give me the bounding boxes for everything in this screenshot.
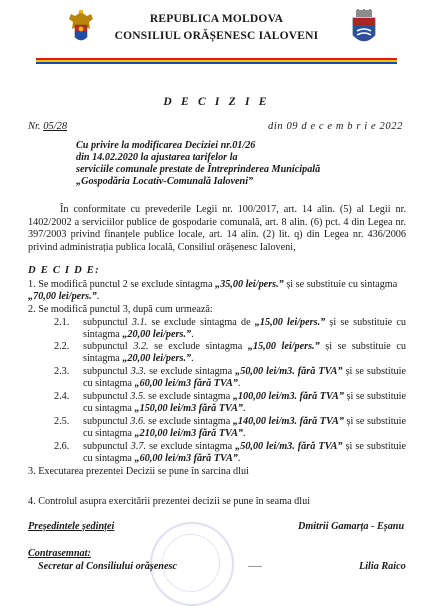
decision-number-prefix: Nr.	[28, 121, 44, 132]
secretary-name: Lilia Raico	[359, 561, 406, 572]
subitem-old-value: „140,00 lei/m3. fără TVA”	[232, 416, 344, 427]
subitem-new-value: „60,00 lei/m3 fără TVA”	[134, 378, 238, 390]
decision-item-4: 4. Controlul asupra exercitării prezentei decizii se pune în seama dlui	[28, 496, 311, 507]
subitem-text: și se substituie cu sintagma	[83, 416, 406, 440]
decision-item-2: 2. Se modifică punctul 3, după cum urmează:	[28, 304, 213, 315]
decision-item-3: 3. Executarea prezentei Decizii se pune în sarcina dlui	[28, 466, 249, 477]
subitem-new-value: „20,00 lei/pers.”	[122, 329, 192, 341]
subitem-number: 2.6.	[54, 441, 70, 452]
subitem-number: 2.1.	[54, 317, 70, 328]
decision-item-1	[28, 279, 406, 304]
item1-old-value: „35,00 lei/pers.”	[215, 279, 284, 290]
subitem-text: subpunctul	[83, 416, 131, 427]
decision-date: din 09 d e c e m b r i e 2022	[268, 121, 403, 132]
secretary-label: Secretar al Consiliului orășenesc	[38, 561, 177, 572]
subitem-text: și se substituie cu sintagma	[83, 391, 406, 415]
subitem-text: și se substituie cu sintagma	[83, 366, 406, 390]
subitem-text: subpunctul	[83, 366, 131, 377]
subitem-old-value: „50,00 lei/m3. fără TVA”	[235, 366, 343, 377]
subitem-text: se exclude sintagma de	[147, 317, 255, 328]
subitem-text: .	[242, 403, 246, 415]
subject-line-1: Cu privire la modificarea Deciziei nr.01/26	[76, 140, 256, 151]
subitem-text: se exclude sintagma	[145, 416, 233, 427]
subitem-text: și se substituie cu sintagma	[83, 341, 407, 365]
signature-mark	[248, 566, 262, 567]
subitem-number: 2.2.	[54, 341, 70, 352]
president-label: Președintele ședinței	[28, 521, 115, 532]
subitem-text: și se substituie cu sintagma	[83, 441, 406, 465]
subitem-point: 3.1.	[131, 317, 148, 328]
subitem-old-value: „50,00 lei/m3. fără TVA”	[235, 441, 343, 452]
header-country: REPUBLICA MOLDOVA	[149, 13, 284, 25]
item1-text-c: și se substituie cu sintagma	[283, 279, 398, 290]
subitem-old-value: „15,00 lei/pers.”	[247, 341, 320, 352]
subitem-point: 3.3.	[130, 366, 147, 377]
subitem-text: .	[237, 453, 241, 465]
tricolor-divider	[36, 58, 397, 64]
decision-number	[28, 121, 67, 132]
preamble-paragraph: În conformitate cu prevederile Legii nr. 100/2017, art. 14 alin. (5) al Legii nr. 1402/2002 a serviciilor publice de gospodarie comunală, art. 8 alin. (6) pct. 4 din Legea nr. 397/2003 privind finanțele publice locale, art. 14 alin. (2) lit. q) din Legea nr. 436/2006 privind administrația publica locală, Consiliul orășenesc Ialoveni,	[28, 204, 406, 253]
subitem-text: se exclude sintagma	[148, 341, 248, 352]
subject-line-2: din 14.02.2020 la ajustarea tarifelor la	[76, 152, 238, 163]
subject-line-3: serviciile comunale prestate de Întreprinderea Municipală	[76, 164, 321, 175]
subject-line-4: „Gospodăria Locativ-Comunală Ialoveni”	[76, 176, 254, 187]
subitem-text: subpunctul	[83, 441, 131, 452]
subitem-new-value: „60,00 lei/m3 fără TVA”	[134, 453, 238, 465]
item1-new-value: „70,00 lei/pers.”	[28, 291, 97, 303]
subitem-number: 2.3.	[54, 366, 70, 377]
subitem-text: și se substituie cu sintagma	[83, 317, 406, 341]
document-title: D E C I Z I E	[163, 96, 270, 108]
subitem-text: .	[242, 428, 246, 440]
subitem-text: subpunctul	[83, 391, 131, 402]
subitem-point: 3.5.	[130, 391, 146, 402]
subitem-point: 3.6.	[130, 416, 146, 427]
subitem-text: .	[237, 378, 241, 390]
subitem-text: se exclude sintagma	[145, 391, 233, 402]
subitem-number: 2.4.	[54, 391, 70, 402]
subitem-new-value: „210,00 lei/m3 fără TVA”	[134, 428, 243, 440]
subitem-text: .	[191, 329, 194, 341]
subitem-text: se exclude sintagma	[146, 441, 236, 452]
decision-number-value: 05/28	[43, 121, 68, 132]
subitem-old-value: „100,00 lei/m3. fără TVA”	[232, 391, 344, 402]
countersigned-label: Contrasemnat:	[28, 548, 91, 559]
subitem-text: subpunctul	[83, 317, 132, 328]
subitem-old-value: „15,00 lei/pers.”	[254, 317, 326, 328]
subitem-number: 2.5.	[54, 416, 70, 427]
subitem-text: .	[191, 353, 194, 365]
president-name: Dmitrii Gamarța - Eșanu	[298, 521, 405, 532]
subitem-text: subpunctul	[83, 341, 134, 352]
subitem-new-value: „20,00 lei/pers.”	[122, 353, 192, 365]
subitem-text: se exclude sintagma	[146, 366, 236, 377]
item1-text-e: .	[96, 291, 100, 303]
subitem-point: 3.7.	[130, 441, 147, 452]
decide-heading: D E C I D E:	[28, 265, 100, 276]
subitem-new-value: „150,00 lei/m3 fără TVA”	[134, 403, 243, 415]
header-council: CONSILIUL ORĂȘENESC IALOVENI	[114, 30, 319, 42]
subitem-point: 3.2.	[133, 341, 149, 352]
item1-text-a: 1. Se modifică punctul 2 se exclude sintagma	[28, 279, 216, 290]
